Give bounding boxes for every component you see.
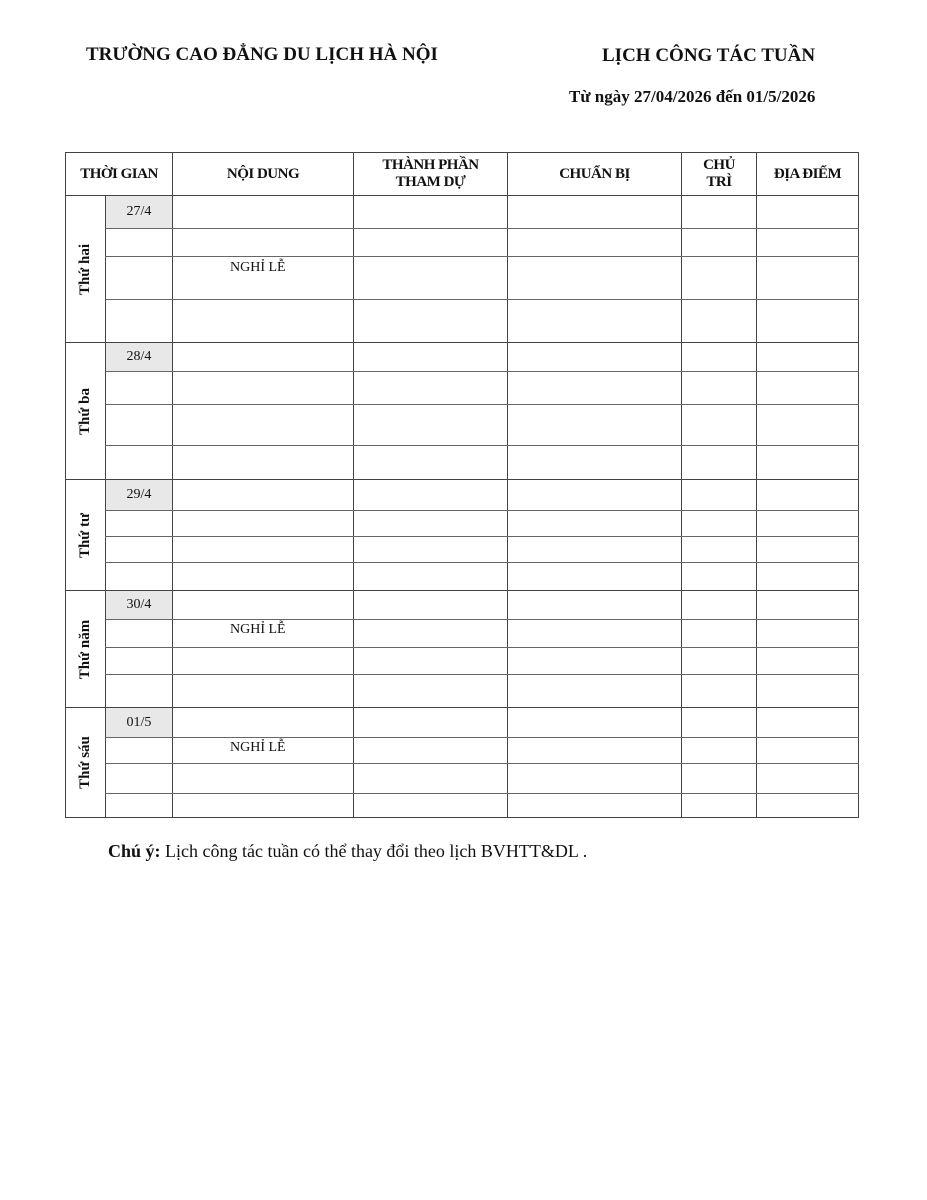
day-label-tuesday — [66, 343, 105, 479]
day-name: Thứ năm — [77, 619, 93, 679]
day-label-friday — [66, 708, 105, 817]
column-header-participants — [354, 153, 507, 195]
date-cell: 30/4 — [106, 591, 172, 619]
date-cell: 27/4 — [106, 196, 172, 228]
column-header-chair — [682, 153, 756, 195]
content-cell-monday: NGHỈ LỄ — [230, 260, 286, 275]
day-label-thursday — [66, 591, 105, 707]
column-header-time: THỜI GIAN — [80, 165, 158, 182]
page-title: LỊCH CÔNG TÁC TUẦN — [602, 45, 816, 66]
column-header-location: ĐỊA ĐIỂM — [773, 165, 842, 182]
day-label-monday — [66, 196, 105, 342]
column-header-participants-line1: THÀNH PHẦN — [382, 157, 479, 173]
day-name: Thứ sáu — [77, 736, 93, 789]
day-name: Thứ ba — [77, 387, 94, 435]
note-label: Chú ý: — [108, 841, 161, 861]
content-cell-thursday: NGHỈ LỄ — [230, 622, 286, 637]
date-cell: 01/5 — [106, 708, 172, 737]
content-cell-friday: NGHỈ LỄ — [230, 740, 286, 755]
date-cell: 29/4 — [106, 480, 172, 510]
column-header-chair-line1: CHỦ — [703, 157, 735, 173]
column-header-content: NỘI DUNG — [226, 165, 300, 182]
date-cell: 28/4 — [106, 343, 172, 371]
schedule-table — [65, 152, 859, 818]
column-header-preparation: CHUẨN BỊ — [559, 165, 630, 182]
footer-note — [108, 841, 587, 862]
column-header-chair-line2: TRÌ — [706, 174, 732, 190]
column-header-participants-line2: THAM DỰ — [395, 174, 466, 190]
school-name: TRƯỜNG CAO ĐẲNG DU LỊCH HÀ NỘI — [86, 44, 438, 65]
day-label-wednesday — [66, 480, 105, 590]
day-name: Thứ tư — [77, 512, 94, 558]
date-range: Từ ngày 27/04/2026 đến 01/5/2026 — [569, 87, 816, 106]
note-text: Lịch công tác tuần có thể thay đổi theo lịch BVHTT&DL . — [160, 841, 588, 861]
day-name: Thứ hai — [77, 243, 94, 295]
